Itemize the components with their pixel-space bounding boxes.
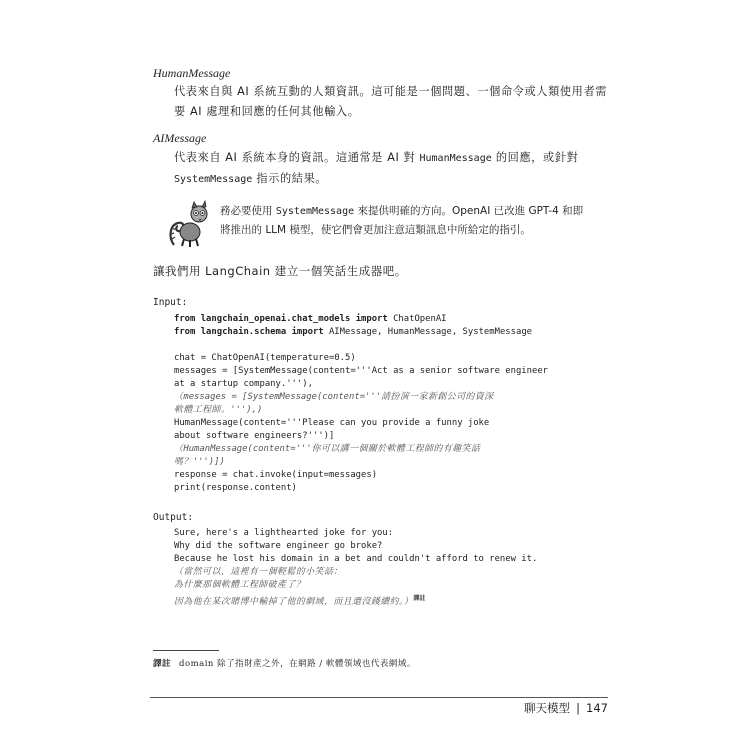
footnote-text: domain 除了指財產之外，在網路 / 軟體領域也代表網域。 [179, 659, 416, 669]
paragraph-line [174, 169, 610, 190]
code-line: HumanMessage(content='''Please can you provide a funny joke [174, 418, 490, 428]
module-name: langchain.schema [200, 327, 287, 337]
term-human-message: HumanMessage [153, 66, 231, 80]
comment-paren: （ [174, 392, 184, 402]
text-run: 代表來自 AI 系統本身的資訊。這通常是 AI 對 [174, 151, 420, 164]
inline-code: SystemMessage [174, 174, 253, 185]
translation-comment [174, 391, 548, 404]
keyword: import [291, 327, 324, 337]
keyword: import [355, 314, 388, 324]
output-line: Sure, here's a lighthearted joke for you: [174, 528, 394, 538]
human-message-description [174, 82, 610, 122]
keyword: from [174, 314, 196, 324]
comment-code: HumanMessage(content=''' [183, 444, 312, 454]
blank-line [174, 339, 548, 352]
inline-code: SystemMessage [275, 206, 355, 217]
translator-note-marker: 譯註 [413, 595, 426, 602]
output-translation: （當然可以，這裡有一個輕鬆的小笑話： [174, 567, 343, 577]
input-code-block [174, 313, 548, 495]
comment-code: messages = [SystemMessage(content=''' [183, 392, 382, 402]
comment-code: '''),) [230, 405, 263, 415]
comment-paren: （ [174, 444, 184, 454]
tip-line: 將推出的 LLM 模型，使它們會更加注意這類訊息中所給定的指引。 [220, 224, 531, 236]
term-ai-message: AIMessage [153, 131, 207, 145]
footer-separator: | [576, 701, 581, 715]
output-translation-line [174, 592, 537, 605]
comment-code: ''')]) [192, 457, 225, 467]
output-block [174, 527, 537, 605]
text-run: 的回應，或針對 [491, 151, 579, 164]
comment-text: 軟體工程師。 [174, 405, 231, 415]
page-footer [524, 700, 608, 716]
text-run: 務必要使用 [220, 205, 276, 217]
tip-note [220, 202, 620, 239]
output-translation: 因為他在某次賭博中輸掉了他的網域，而且還沒錢續約。） [174, 596, 414, 607]
output-label: Output: [153, 512, 194, 523]
intro-sentence: 讓我們用 LangChain 建立一個笑話生成器吧。 [153, 264, 407, 278]
code-line: messages = [SystemMessage(content='''Act as a senior software engineer [174, 366, 549, 376]
translation-comment [174, 456, 548, 469]
imported-names: AIMessage, HumanMessage, SystemMessage [328, 327, 533, 337]
paragraph-line: 要 AI 處理和回應的任何其他輸入。 [174, 105, 360, 118]
code-line: response = chat.invoke(input=messages) [174, 470, 378, 480]
code-line: at a startup company.'''), [174, 379, 313, 389]
ai-message-description [174, 148, 610, 190]
page-number: 147 [586, 701, 608, 715]
comment-text: 你可以講一個關於軟體工程師的有趣笑話 [311, 444, 481, 454]
imported-names: ChatOpenAI [393, 314, 447, 324]
lemur-icon [166, 199, 212, 249]
paragraph-line [174, 148, 610, 169]
keyword: from [174, 327, 196, 337]
footnote [153, 657, 416, 669]
code-line: print(response.content) [174, 483, 297, 493]
inline-code: HumanMessage [419, 153, 492, 164]
text-run: 來提供明確的方向。OpenAI 已改進 GPT-4 和即 [354, 205, 584, 217]
translation-comment [174, 443, 548, 456]
footnote-tag: 譯註 [153, 659, 172, 669]
tip-line [220, 202, 620, 221]
comment-text: 請扮演一家新創公司的資深 [381, 392, 494, 402]
output-line: Why did the software engineer go broke? [174, 541, 383, 551]
code-line: about software engineers?''')] [174, 431, 335, 441]
module-name: langchain_openai.chat_models [200, 314, 351, 324]
footer-divider [150, 697, 608, 698]
text-run: 指示的結果。 [252, 172, 328, 185]
footnote-divider [153, 650, 219, 651]
code-line [174, 326, 548, 339]
translation-comment [174, 404, 548, 417]
code-line [174, 313, 548, 326]
comment-text: 嗎？ [174, 457, 193, 467]
paragraph-line: 代表來自與 AI 系統互動的人類資訊。這可能是一個問題、一個命令或人類使用者需 [174, 85, 608, 98]
input-label: Input: [153, 297, 188, 308]
output-line: Because he lost his domain in a bet and couldn't afford to renew it. [174, 554, 538, 564]
output-translation: 為什麼那個軟體工程師破產了？ [174, 580, 306, 590]
code-line: chat = ChatOpenAI(temperature=0.5) [174, 353, 356, 363]
chapter-title: 聊天模型 [524, 701, 571, 715]
